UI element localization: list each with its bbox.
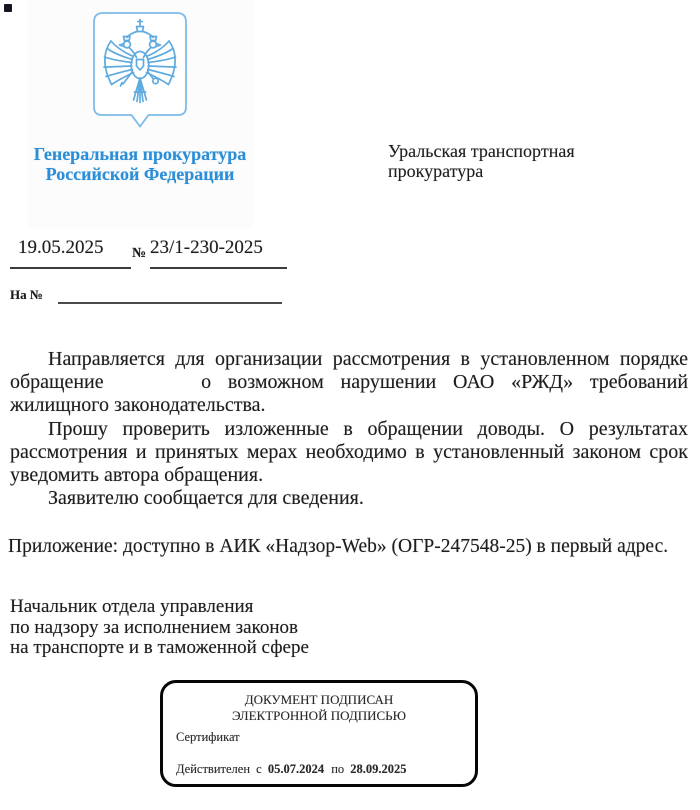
addressee-line2: прокуратура (388, 160, 484, 181)
body-line: рассмотрения и принятых мерах необходимо в установленный законом срок (10, 440, 688, 463)
body-line-part: обращение (10, 371, 104, 394)
certificate-validity (176, 762, 411, 777)
body-line: Прошу проверить изложенные в обращении доводы. О результатах (48, 417, 688, 440)
signer-title-block (10, 597, 410, 659)
scan-corner-mark (4, 4, 12, 12)
attachment-note: Приложение: доступно в АИК «Надзор-Web» (ОГР-247548-25) в первый адрес. (8, 536, 669, 557)
validity-word: Действителен (176, 762, 251, 776)
certificate-label: Сертификат (176, 730, 240, 744)
document-date: 19.05.2025 (18, 237, 104, 258)
body-line-with-redaction (10, 371, 688, 394)
number-sign: № (132, 246, 147, 261)
stamp-title-line1: ДОКУМЕНТ ПОДПИСАН (244, 692, 394, 707)
validity-to-date: 28.09.2025 (350, 762, 407, 776)
reply-to-label: На № (10, 287, 43, 302)
body-line: уведомить автора обращения. (10, 464, 264, 487)
body-line: жилищного законодательства. (10, 394, 266, 417)
signer-title-line2: по надзору за исполнением законов (10, 616, 298, 638)
body-line: Заявителю сообщается для сведения. (48, 487, 364, 510)
validity-to-label: по (331, 762, 345, 776)
body-line-part: о возможном нарушении ОАО «РЖД» требований (201, 371, 689, 394)
addressee-line1: Уральская транспортная (388, 141, 575, 161)
number-underline (150, 267, 287, 269)
body-line: Направляется для организации рассмотрения в установленном порядке (48, 348, 688, 370)
electronic-signature-stamp (160, 680, 478, 787)
stamp-title (163, 692, 475, 724)
validity-from-date: 05.07.2024 (267, 762, 325, 776)
letter-body (10, 348, 688, 510)
stamp-title-line2: ЭЛЕКТРОННОЙ ПОДПИСЬЮ (232, 708, 406, 723)
signer-title-line1: Начальник отдела управления (10, 596, 254, 617)
sender-org-line1: Генеральная прокуратура (33, 144, 247, 164)
reply-to-underline (58, 302, 282, 304)
sender-org-name (10, 144, 270, 184)
signer-title-line3: на транспорте и в таможенной сфере (10, 637, 309, 658)
validity-from-label: с (256, 762, 262, 776)
coat-of-arms-icon (92, 11, 188, 132)
document-number: 23/1-230-2025 (150, 237, 263, 258)
date-underline (10, 267, 131, 269)
sender-org-line2: Российской Федерации (45, 164, 235, 184)
addressee-block (388, 142, 648, 181)
